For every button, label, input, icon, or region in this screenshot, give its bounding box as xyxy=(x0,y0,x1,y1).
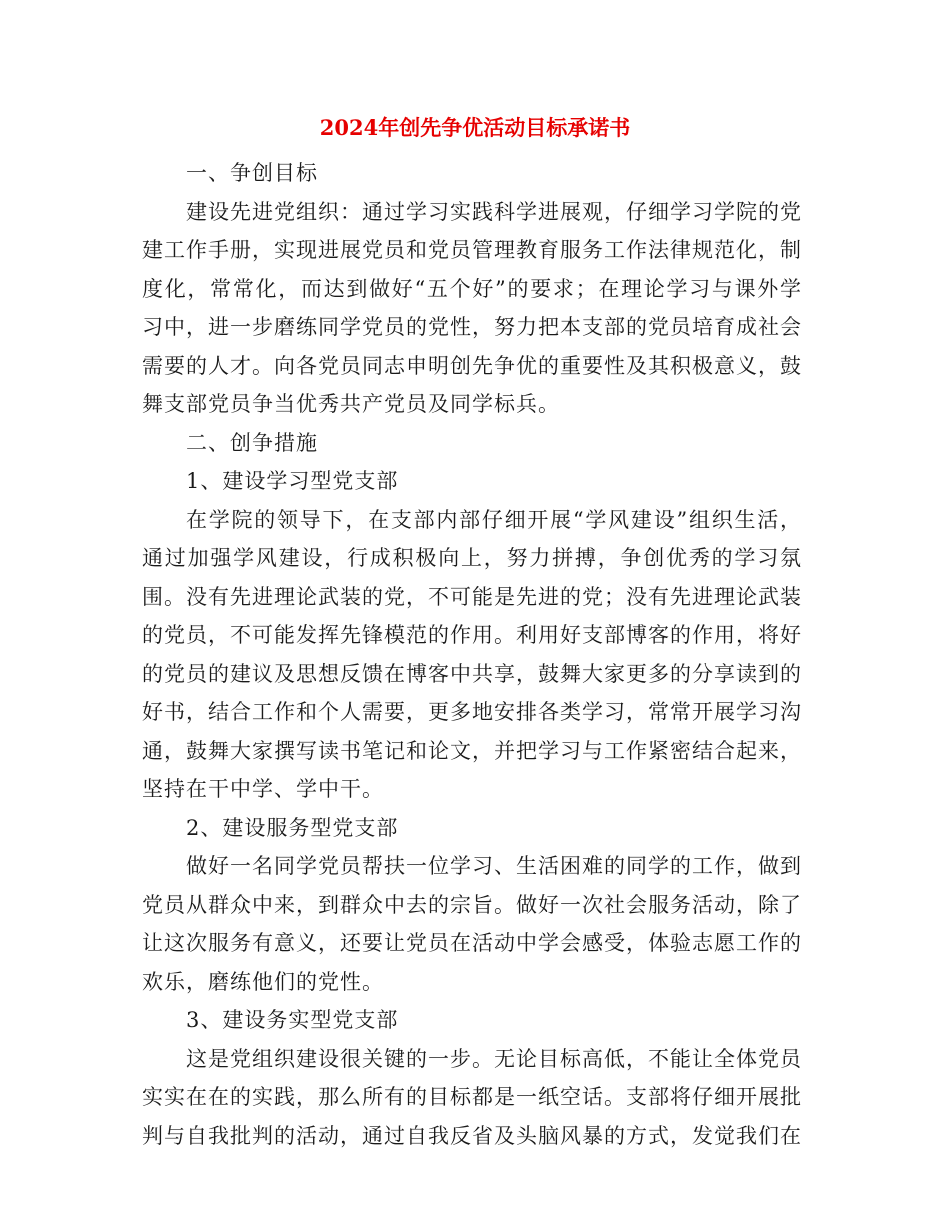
paragraph-learning: 在学院的领导下，在支部内部仔细开展“学风建设”组织生活，通过加强学风建设，行成积极向上，努力拼搏，争创优秀的学习氛围。没有先进理论武装的党，不可能是先进的党；没有先进理论武装的党员，不可能发挥先锋模范的作用。利用好支部博客的作用，将好的党员的建议及思想反馈在博客中共享，鼓舞大家更多的分享读到的好书，结合工作和个人需要，更多地安排各类学习，常常开展学习沟通，鼓舞大家撰写读书笔记和论文，并把学习与工作紧密结合起来，坚持在干中学、学中干。 xyxy=(142,507,802,801)
document-body xyxy=(142,154,802,1155)
document-title: 2024年创先争优活动目标承诺书 xyxy=(319,115,631,140)
section-heading-measures: 二、创争措施 xyxy=(186,430,318,455)
subheading-service: 2、建设服务型党支部 xyxy=(186,815,399,840)
section-heading-goal: 一、争创目标 xyxy=(186,161,318,185)
paragraph-goal: 建设先进党组织：通过学习实践科学进展观，仔细学习学院的党建工作手册，实现进展党员和党员管理教育服务工作法律规范化，制度化，常常化，而达到做好“五个好”的要求；在理论学习与课外学习中，进一步磨练同学党员的党性，努力把本支部的党员培育成社会需要的人才。向各党员同志申明创先争优的重要性及其积极意义，鼓舞支部党员争当优秀共产党员及同学标兵。 xyxy=(142,199,802,416)
paragraph-service: 做好一名同学党员帮扶一位学习、生活困难的同学的工作，做到党员从群众中来，到群众中去的宗旨。做好一次社会服务活动，除了让这次服务有意义，还要让党员在活动中学会感受，体验志愿工作的欢乐，磨练他们的党性。 xyxy=(142,854,802,994)
subheading-learning: 1、建设学习型党支部 xyxy=(186,469,399,493)
subheading-practical: 3、建设务实型党支部 xyxy=(186,1008,399,1032)
paragraph-practical: 这是党组织建设很关键的一步。无论目标高低，不能让全体党员实实在在的实践，那么所有的目标都是一纸空话。支部将仔细开展批判与自我批判的活动，通过自我反省及头脑风暴的方式，发觉我们在 xyxy=(142,1046,802,1148)
